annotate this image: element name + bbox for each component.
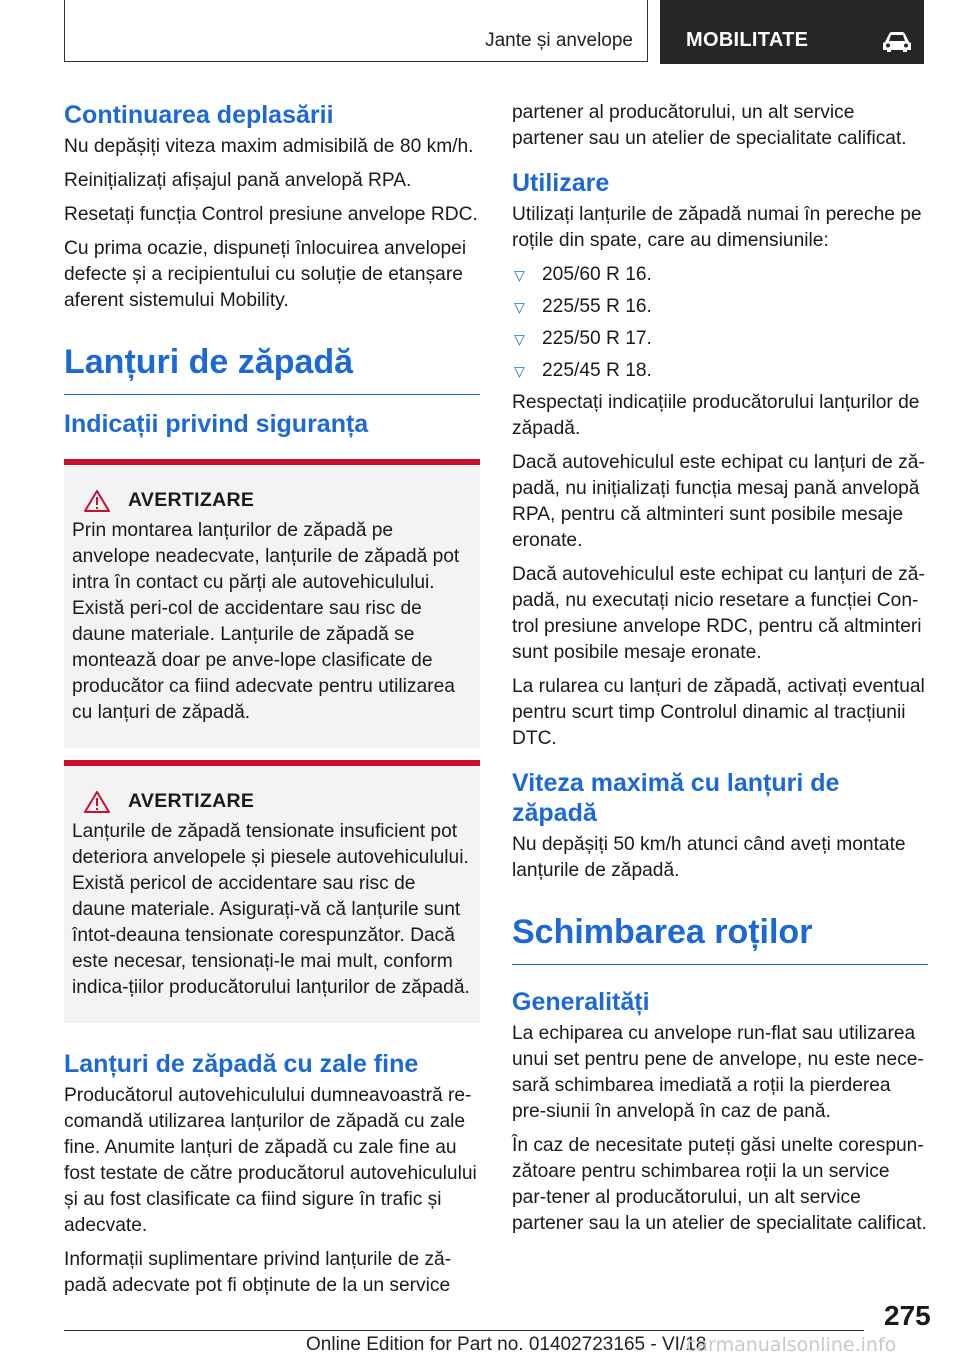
paragraph: partener al producătorului, un alt service partener sau un atelier de specialitate calificat. [512,102,907,149]
right-column [512,100,928,1245]
list-item: ▽ 225/50 R 17. [512,326,928,352]
paragraph: Nu depășiți 50 km/h atunci când aveți montate lanțurile de zăpadă. [512,834,906,881]
paragraph: Reinițializați afișajul pană anvelopă RPA. [64,170,412,191]
chapter-title: MOBILITATE [686,29,809,51]
warning-box [64,760,480,1023]
paragraph: Resetați funcția Control presiune anvelope RDC. [64,204,478,225]
heading-zale-fine: Lanțuri de zăpadă cu zale fine [64,1050,419,1078]
car-icon [881,30,913,54]
tire-size-list [512,262,928,384]
heading-schimbarea-rotilor: Schimbarea roților [512,912,928,965]
warning-box [64,459,480,748]
paragraph: Producătorul autovehiculului dumneavoastră re-comandă utilizarea lanțurilor de zăpadă cu zale fine. Anumite lanțuri de zăpadă cu zale fine au fost testate de către producătorul autovehiculului și au fost clasificate ca fiind sigure în trafic și adecvate. [64,1085,477,1236]
paragraph: Utilizați lanțurile de zăpadă numai în pereche pe roțile din spate, care au dimensiunile: [512,204,922,251]
paragraph: La rularea cu lanțuri de zăpadă, activați eventual pentru scurt timp Controlul dinamic al tracțiunii DTC. [512,676,925,749]
warning-text: Lanțurile de zăpadă tensionate insuficient pot deteriora anvelopele și piesele autovehiculului. Există pericol de accidentare sau risc de daune materiale. Asigurați-vă că lanțurile sunt întot-deauna tensionate corespunzător. Dacă este necesar, tensionați-le mai mult, conform indica-țiilor producătorului lanțurilor de zăpadă. [72,821,470,998]
list-item: ▽ 225/45 R 18. [512,358,928,384]
paragraph: Dacă autovehiculul este echipat cu lanțuri de ză-padă, nu inițializați funcția mesaj pană anvelopă RPA, pentru că altminteri sunt posibile mesaje eronate. [512,452,925,551]
paragraph: La echiparea cu anvelope run-flat sau utilizarea unui set pentru pene de anvelope, nu este nece-sară schimbarea imediată a roții la pierderea pre-siunii în anvelopă în caz de pană. [512,1023,924,1122]
warning-label: AVERTIZARE [128,489,255,511]
paragraph: În caz de necesitate puteți găsi unelte corespun-zătoare pentru schimbarea roții la un service par-tener al producătorului, un alt service partener sau la un atelier de specialitate calificat. [512,1135,927,1234]
footer-edition: Online Edition for Part no. 01402723165 - VI/18 [306,1334,707,1355]
chapter-tab [660,0,924,64]
paragraph: Respectați indicațiile producătorului lanțurilor de zăpadă. [512,392,920,439]
heading-continuarea: Continuarea deplasării [64,101,334,129]
warning-icon [84,490,110,512]
footer-divider [64,1330,864,1331]
bullet-triangle-icon: ▽ [514,267,525,283]
bullet-triangle-icon: ▽ [514,299,525,315]
paragraph: Dacă autovehiculul este echipat cu lanțuri de ză-padă, nu executați nicio resetare a funcției Con-trol presiune anvelope RDC, pentru că altminteri sunt posibile mesaje eronate. [512,564,925,663]
heading-lanturi: Lanțuri de zăpadă [64,342,480,395]
warning-text: Prin montarea lanțurilor de zăpadă pe anvelope neadecvate, lanțurile de zăpadă pot intra în contact cu părți ale autovehiculului. Există peri-col de accidentare sau risc de daune materiale. Lanțurile de zăpadă se montează doar pe anve-lope clasificate de producător ca fiind adecvate pentru utilizarea cu lanțuri de zăpadă. [72,520,460,723]
heading-indicatii: Indicații privind siguranța [64,410,369,438]
bullet-triangle-icon: ▽ [514,363,525,379]
warning-icon [84,791,110,813]
list-item: ▽ 205/60 R 16. [512,262,928,288]
paragraph: Nu depășiți viteza maxim admisibilă de 80 km/h. [64,136,474,157]
warning-label: AVERTIZARE [128,790,255,812]
page-number: 275 [884,1300,931,1331]
list-item: ▽ 225/55 R 16. [512,294,928,320]
paragraph: Cu prima ocazie, dispuneți înlocuirea anvelopei defecte și a recipientului cu soluție de etanșare aferent sistemului Mobility. [64,238,467,311]
section-tab [64,0,648,62]
bullet-triangle-icon: ▽ [514,331,525,347]
heading-utilizare: Utilizare [512,169,610,197]
paragraph: Informații suplimentare privind lanțurile de ză-padă adecvate pot fi obținute de la un service [64,1249,452,1296]
heading-generalitati: Generalități [512,988,650,1016]
left-column [64,100,480,1307]
section-title: Jante și anvelope [485,30,633,51]
page-header [64,0,924,64]
heading-viteza-maxima: Viteza maximă cu lanțuri de zăpadă [512,769,840,827]
watermark-logo: carmanualsonline.info [686,1334,897,1356]
